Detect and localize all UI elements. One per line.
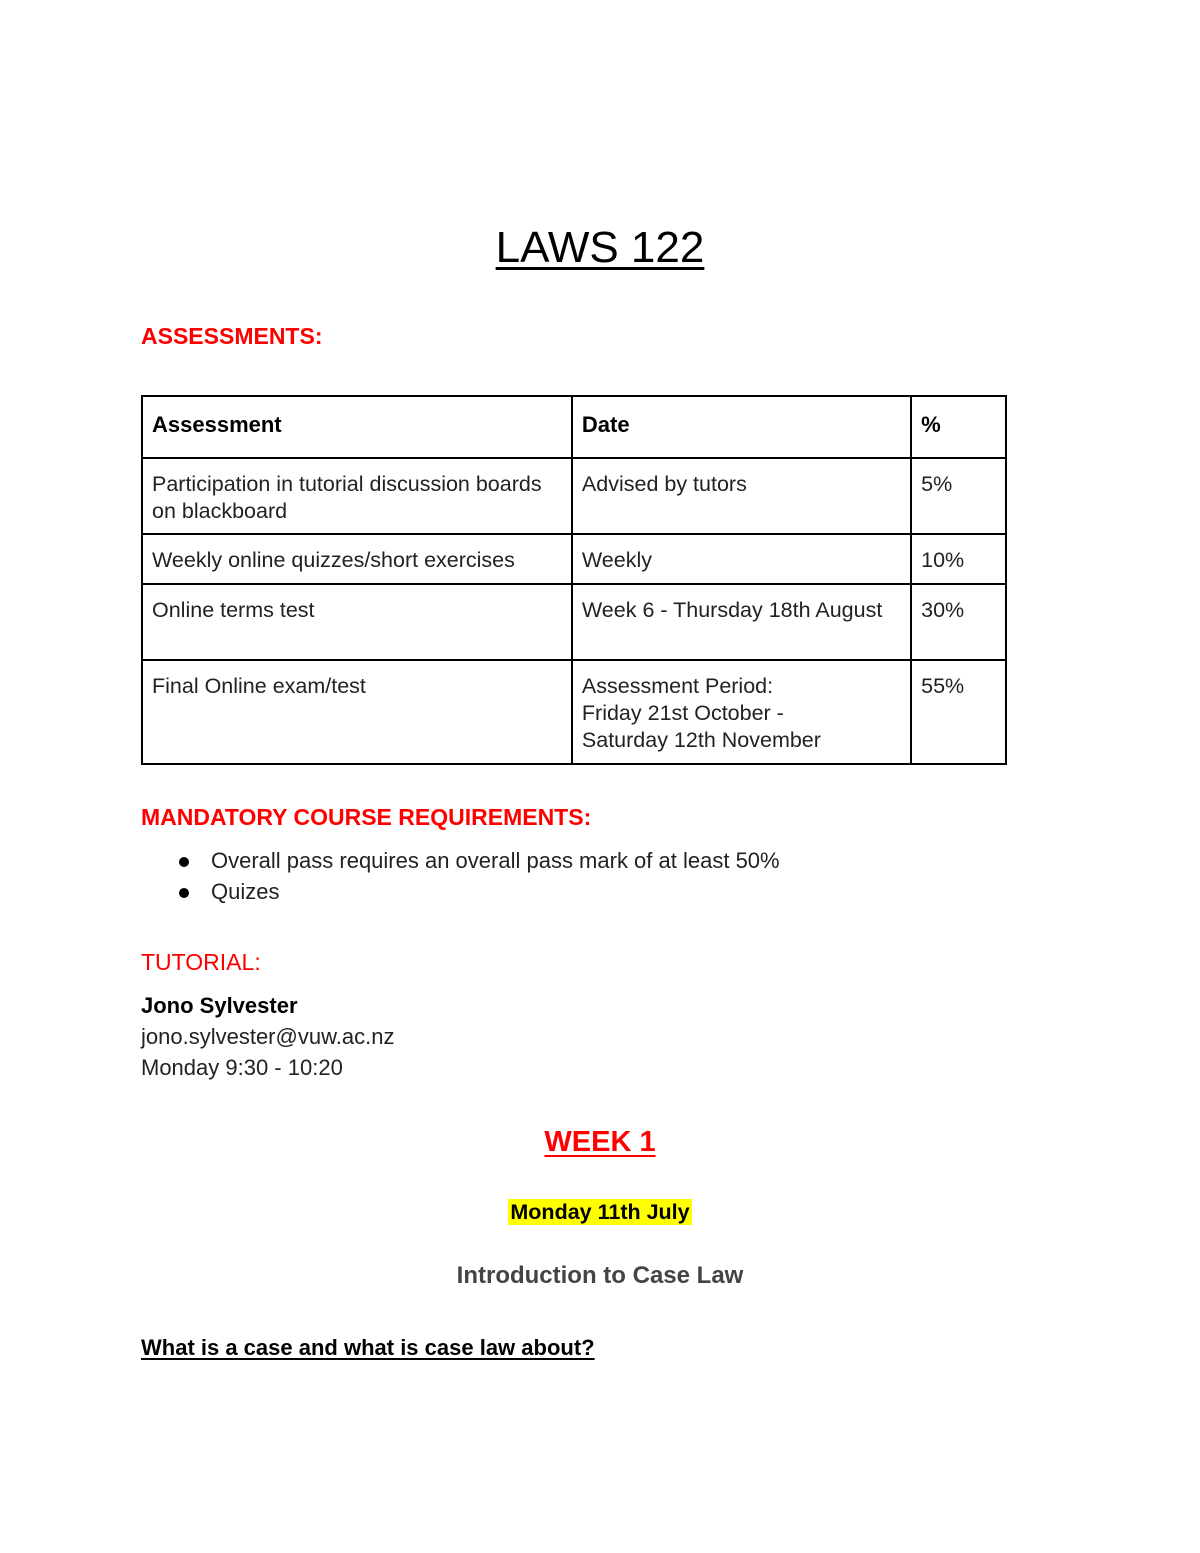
list-item-text: Quizes (211, 879, 280, 904)
assessment-table (141, 395, 1007, 765)
date-line: Assessment Period: (581, 674, 774, 698)
lecture-date (0, 1197, 1200, 1227)
week-heading: WEEK 1 (544, 1126, 656, 1158)
table-row (142, 584, 1006, 660)
tutor-email: jono.sylvester@vuw.ac.nz (141, 1024, 395, 1049)
date-line: Saturday 12th November (581, 728, 821, 752)
tutor-name: Jono Sylvester (141, 993, 298, 1018)
percent-cell: 5% (911, 458, 1006, 534)
date-cell: Week 6 - Thursday 18th August (572, 584, 911, 660)
lecture-topic: Introduction to Case Law (456, 1262, 744, 1289)
table-header-row (142, 396, 1006, 458)
date-cell: Weekly (572, 534, 911, 584)
tutorial-heading: TUTORIAL: (141, 949, 261, 975)
column-header-percent: % (911, 396, 1006, 458)
table-row (142, 660, 1006, 764)
bullet-icon (179, 888, 189, 898)
column-header-date: Date (572, 396, 911, 458)
date-cell: Advised by tutors (572, 458, 911, 534)
percent-cell: 55% (911, 660, 1006, 764)
assessment-cell: Online terms test (142, 584, 572, 660)
list-item-text: Overall pass requires an overall pass mark of at least 50% (211, 848, 780, 873)
list-item (141, 876, 780, 907)
section-question: What is a case and what is case law about? (141, 1335, 595, 1360)
assessment-cell: Participation in tutorial discussion boards on blackboard (142, 458, 572, 534)
date-line: Friday 21st October - (581, 701, 784, 725)
assessment-cell: Final Online exam/test (142, 660, 572, 764)
highlighted-date: Monday 11th July (510, 1200, 690, 1224)
date-cell (572, 660, 911, 764)
assessment-cell: Weekly online quizzes/short exercises (142, 534, 572, 584)
assessments-heading: ASSESSMENTS: (141, 323, 323, 349)
table-row (142, 458, 1006, 534)
bullet-icon (179, 857, 189, 867)
column-header-assessment: Assessment (142, 396, 572, 458)
requirements-list (141, 845, 780, 907)
list-item (141, 845, 780, 876)
tutor-info (141, 990, 394, 1083)
requirements-heading: MANDATORY COURSE REQUIREMENTS: (141, 804, 592, 830)
tutorial-time: Monday 9:30 - 10:20 (141, 1055, 343, 1080)
percent-cell: 10% (911, 534, 1006, 584)
percent-cell: 30% (911, 584, 1006, 660)
table-row (142, 534, 1006, 584)
document-title: LAWS 122 (495, 223, 705, 272)
